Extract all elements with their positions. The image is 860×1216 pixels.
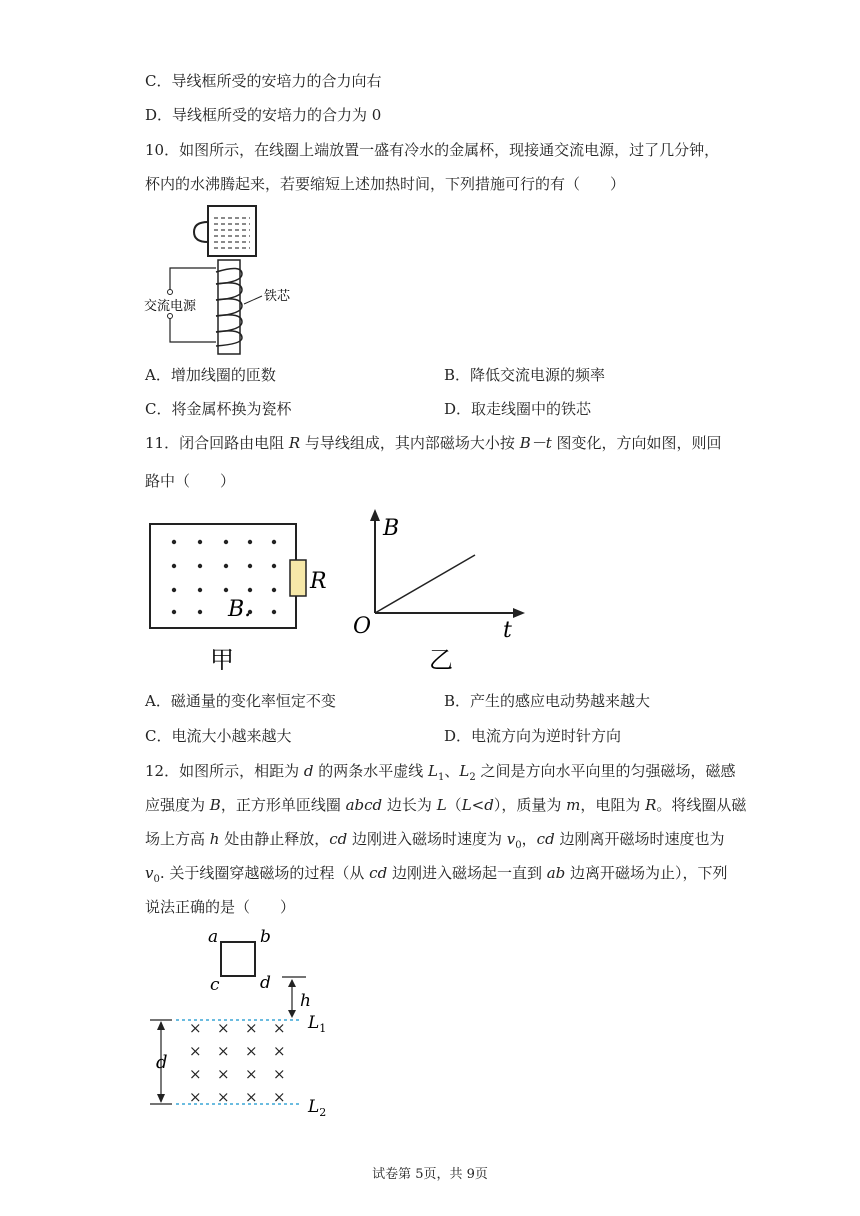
iron-core bbox=[218, 260, 240, 354]
y-axis-label: B bbox=[383, 516, 400, 541]
svg-text:×: × bbox=[189, 1019, 202, 1037]
q10-option-b: B．降低交流电源的频率 bbox=[444, 366, 606, 384]
d-arrow-down bbox=[157, 1094, 165, 1103]
d-label: d bbox=[156, 1052, 168, 1073]
svg-text:×: × bbox=[189, 1042, 202, 1060]
wire-top bbox=[170, 268, 216, 290]
q11-option-c: C．电流大小越来越大 bbox=[145, 727, 292, 745]
q11-figure-jia bbox=[140, 510, 340, 670]
svg-text:×: × bbox=[189, 1088, 202, 1106]
q12-figure bbox=[140, 922, 360, 1122]
svg-text:×: × bbox=[245, 1088, 258, 1106]
q11-stem-line1: 11．闭合回路由电阻 R 与导线组成，其内部磁场大小按 B－t 图变化，方向如图，则回 bbox=[145, 434, 722, 452]
y-axis-arrow bbox=[370, 509, 380, 521]
resistor bbox=[290, 560, 306, 596]
h-arrow-up bbox=[288, 979, 296, 987]
svg-text:×: × bbox=[217, 1019, 230, 1037]
svg-text:×: × bbox=[273, 1042, 286, 1060]
q10-figure bbox=[140, 200, 310, 360]
q11-option-a: A．磁通量的变化率恒定不变 bbox=[145, 692, 336, 710]
square-coil bbox=[221, 942, 255, 976]
corner-b: b bbox=[260, 927, 271, 947]
q11-figure-yi bbox=[345, 505, 545, 670]
field-label: B. bbox=[228, 597, 252, 622]
x-axis-arrow bbox=[513, 608, 525, 618]
svg-text:×: × bbox=[245, 1042, 258, 1060]
caption-yi: 乙 bbox=[429, 646, 453, 670]
svg-text:×: × bbox=[217, 1042, 230, 1060]
resistor-label: R bbox=[310, 569, 327, 594]
svg-text:×: × bbox=[217, 1088, 230, 1106]
caption-jia: 甲 bbox=[210, 646, 234, 670]
q10-stem-line2: 杯内的水沸腾起来，若要缩短上述加热时间，下列措施可行的有（ ） bbox=[145, 175, 626, 193]
corner-d: d bbox=[260, 973, 271, 993]
b-t-line bbox=[375, 555, 475, 613]
svg-text:×: × bbox=[273, 1019, 286, 1037]
q10-option-a: A．增加线圈的匝数 bbox=[145, 366, 276, 384]
magnetic-field-dots bbox=[172, 540, 276, 614]
terminal-bottom bbox=[168, 314, 173, 319]
q11-stem-line2: 路中（ ） bbox=[145, 472, 236, 490]
q10-option-d: D．取走线圈中的铁芯 bbox=[444, 400, 592, 418]
ac-source-label: 交流电源 bbox=[144, 299, 197, 314]
svg-text:×: × bbox=[217, 1065, 230, 1083]
magnetic-field-crosses bbox=[189, 1019, 286, 1106]
svg-text:×: × bbox=[273, 1065, 286, 1083]
q12-stem-line2: 应强度为 B，正方形单匝线圈 abcd 边长为 L（L<d），质量为 m，电阻为 R。将线圈从磁 bbox=[145, 796, 747, 814]
q12-stem-line4: $v_0$. 关于线圈穿越磁场的过程（从 cd 边刚进入磁场起一直到 ab 边离开磁场为止），下列 bbox=[145, 864, 728, 885]
terminal-top bbox=[168, 290, 173, 295]
q12-stem-line1: 12．如图所示，相距为 d 的两条水平虚线 $L_1$、$L_2$ 之间是方向水平向里的匀强磁场，磁感 bbox=[145, 762, 736, 783]
svg-text:×: × bbox=[189, 1065, 202, 1083]
corner-a: a bbox=[208, 927, 219, 947]
corner-c: c bbox=[210, 975, 220, 995]
q12-stem-line3: 场上方高 h 处由静止释放，cd 边刚进入磁场时速度为 $v_0$，cd 边刚离开磁场时速度也为 bbox=[145, 830, 725, 851]
wire-bottom bbox=[170, 318, 216, 342]
svg-text:×: × bbox=[245, 1019, 258, 1037]
q12-stem-line5: 说法正确的是（ ） bbox=[145, 898, 296, 916]
q11-option-b: B．产生的感应电动势越来越大 bbox=[444, 692, 651, 710]
l1-label: $L_1$ bbox=[308, 1013, 327, 1035]
iron-core-label: 铁芯 bbox=[264, 289, 291, 304]
core-leader-line bbox=[244, 296, 262, 304]
d-arrow-up bbox=[157, 1021, 165, 1030]
svg-text:×: × bbox=[245, 1065, 258, 1083]
cup-handle bbox=[194, 222, 208, 242]
q10-stem-line1: 10．如图所示，在线圈上端放置一盛有冷水的金属杯，现接通交流电源，过了几分钟， bbox=[145, 141, 720, 159]
q10-option-c: C．将金属杯换为瓷杯 bbox=[145, 400, 292, 418]
page-footer: 试卷第 5页，共 9页 bbox=[372, 1167, 488, 1182]
q9-option-d: D．导线框所受的安培力的合力为 0 bbox=[145, 106, 382, 124]
l2-label: $L_2$ bbox=[308, 1097, 327, 1119]
q9-option-c: C．导线框所受的安培力的合力向右 bbox=[145, 72, 382, 90]
svg-text:×: × bbox=[273, 1088, 286, 1106]
cup-water bbox=[214, 218, 250, 248]
h-label: h bbox=[300, 991, 311, 1011]
h-arrow-down bbox=[288, 1010, 296, 1018]
x-axis-label: t bbox=[503, 618, 512, 643]
q11-option-d: D．电流方向为逆时针方向 bbox=[444, 727, 622, 745]
origin-label: O bbox=[353, 614, 372, 639]
